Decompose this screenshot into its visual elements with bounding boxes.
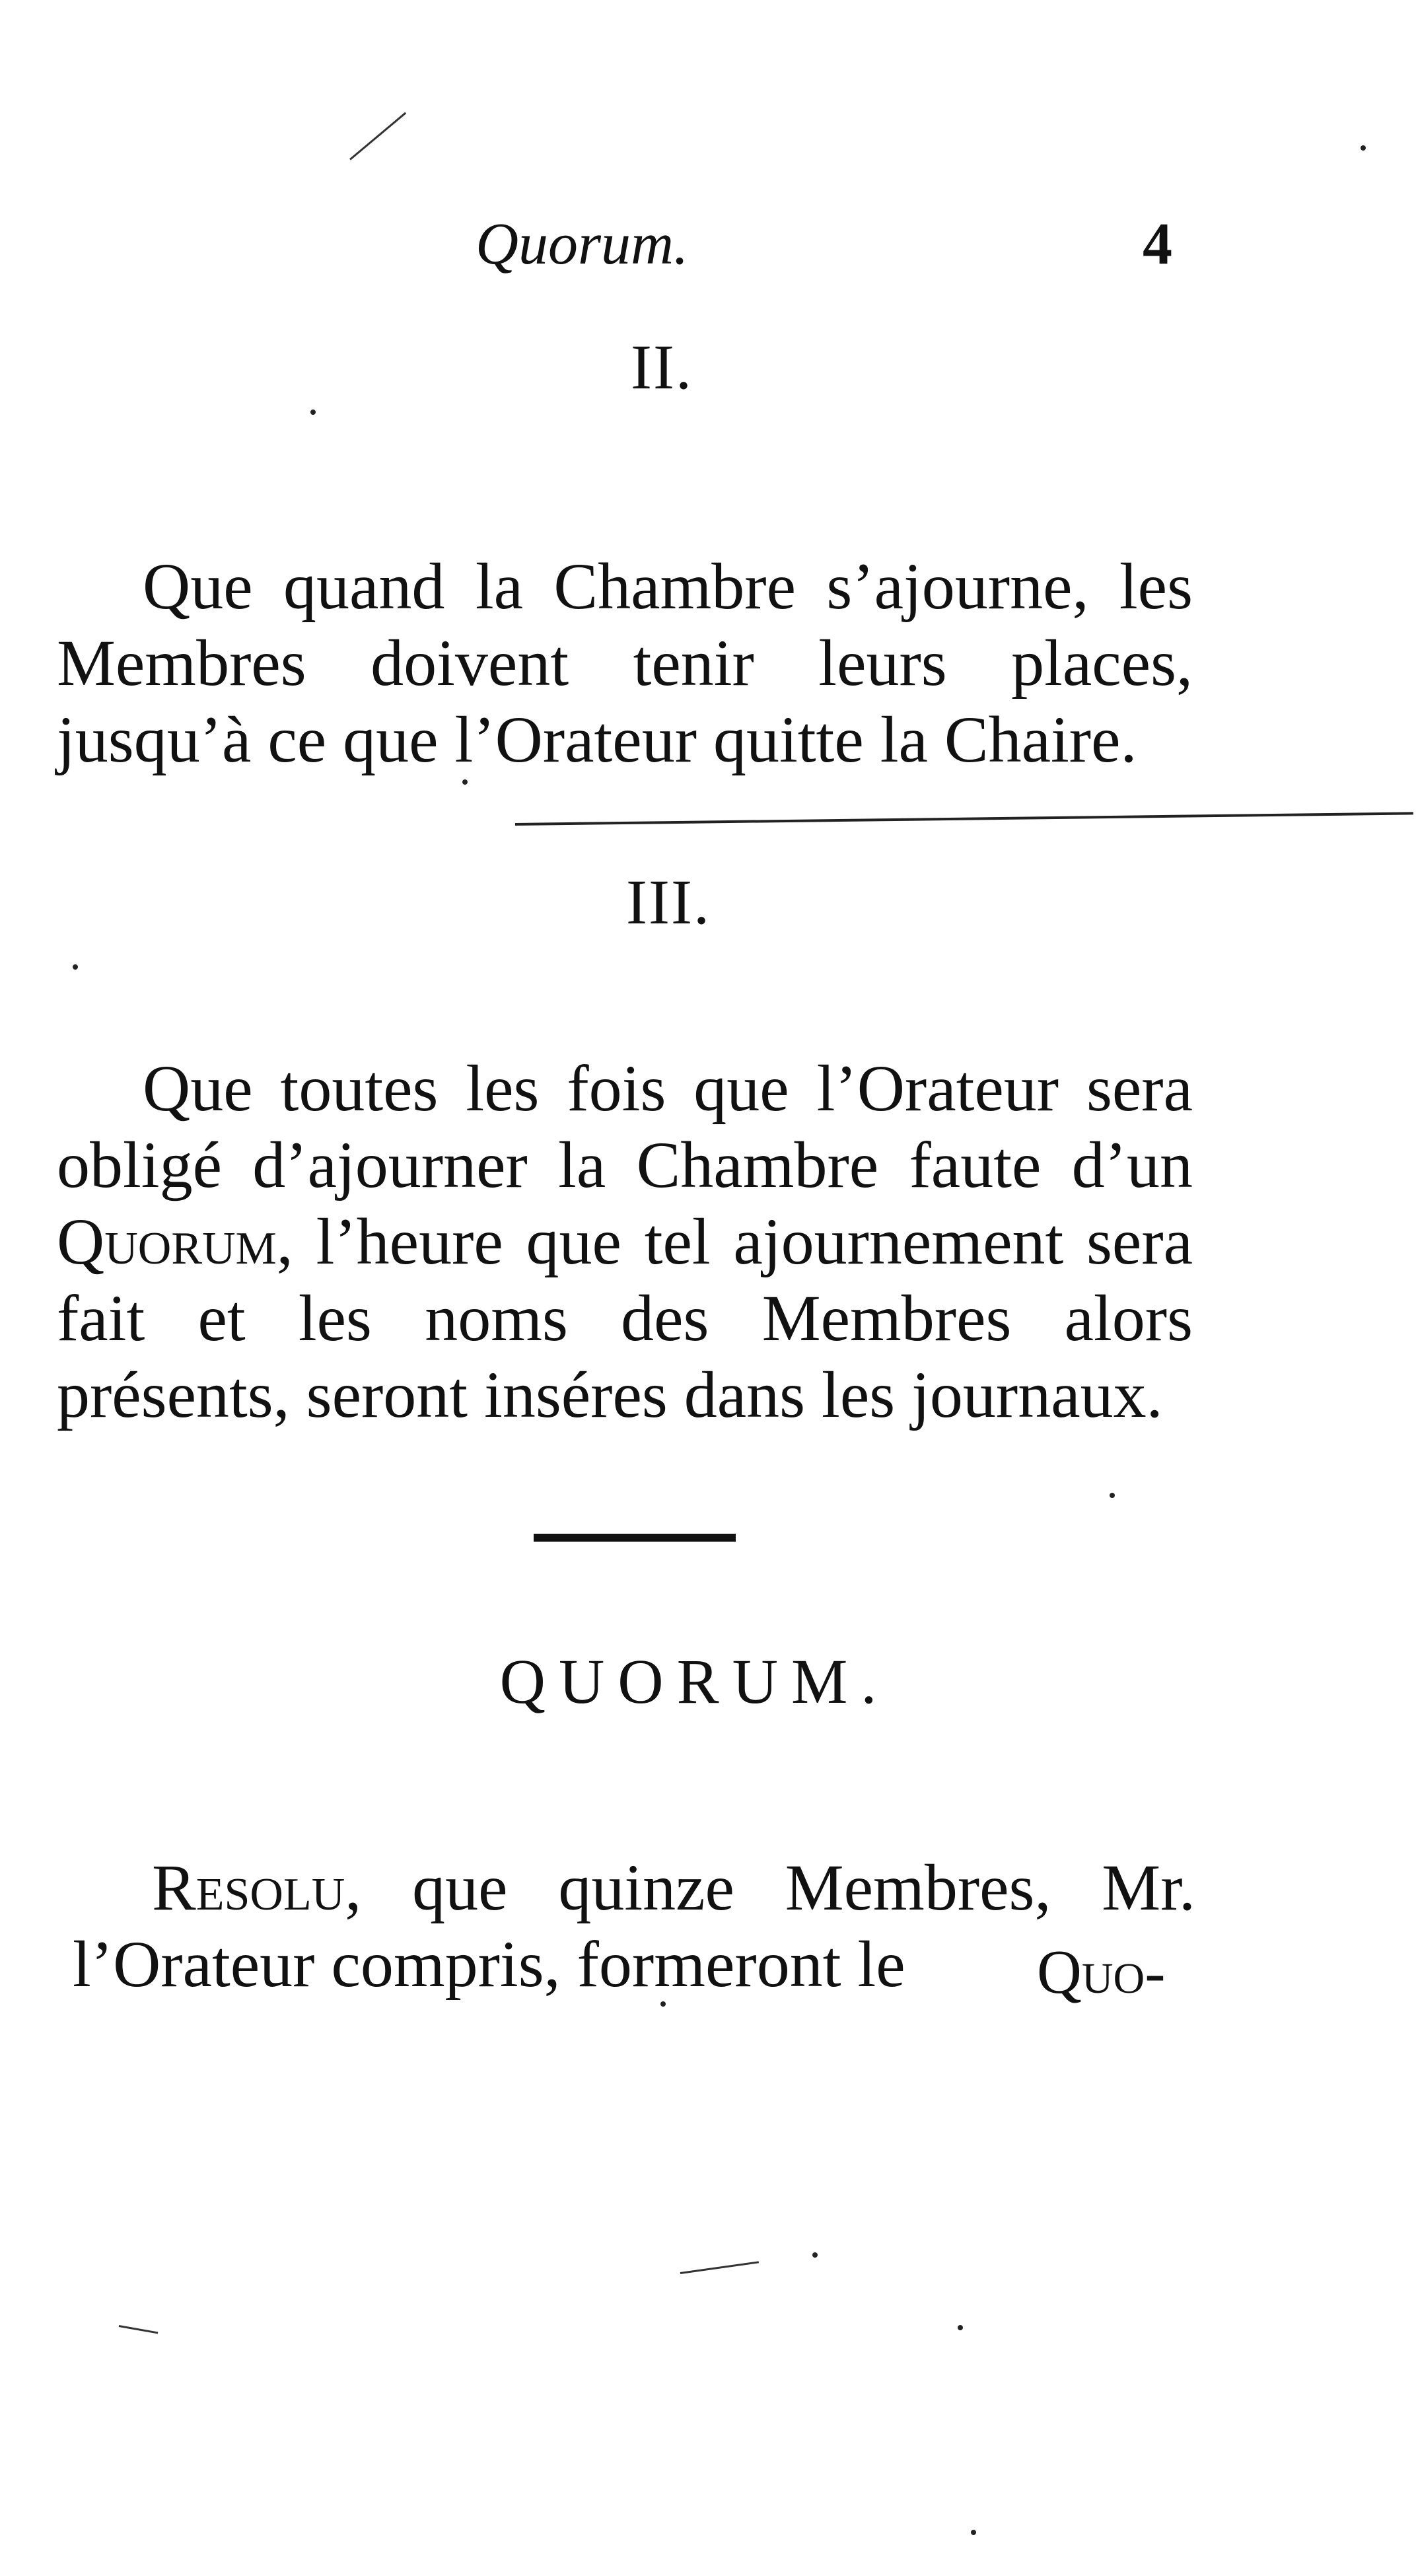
running-title: Quorum. — [476, 211, 689, 277]
quorum-term: Quorum, — [57, 1205, 293, 1278]
section-iii-paragraph — [57, 1050, 1193, 1433]
resolution-lead-word: Resolu, — [152, 1851, 362, 1924]
section-number-ii: II. — [631, 332, 693, 402]
scan-speck — [812, 2252, 818, 2258]
section-iii-text-end: l’heure que tel ajournement sera fait et les noms des Membres alors présents, seront inséres dans les journaux. — [57, 1205, 1193, 1431]
scan-speck — [462, 779, 468, 785]
scan-speck — [1361, 145, 1366, 151]
scan-speck — [660, 2001, 666, 2007]
resolution-paragraph — [73, 1849, 1195, 2003]
scan-speck — [310, 410, 316, 415]
catchword: Quo- — [1037, 1938, 1166, 2007]
scan-mark — [119, 2325, 159, 2334]
scan-speck — [73, 964, 78, 970]
resolution-text: que quinze Membres, Mr. l’Orateur compris, formeront le — [73, 1851, 1195, 2001]
running-head — [0, 210, 1416, 283]
ornamental-rule — [534, 1534, 736, 1542]
scan-speck — [1110, 1493, 1115, 1498]
scan-mark — [680, 2261, 759, 2274]
page-number: 4 — [1143, 211, 1172, 277]
section-number-iii: III. — [626, 867, 711, 937]
section-ii-paragraph: Que quand la Chambre s’ajourne, les Membres doivent tenir leurs places, jusqu’à ce que l’Orateur quitte la Chaire. — [57, 550, 1193, 776]
scan-mark — [349, 112, 406, 161]
section-divider-rule — [515, 812, 1413, 826]
section-iii-text-start: Que toutes les fois que l’Orateur sera obligé d’ajourner la Chambre faute d’un — [57, 1052, 1193, 1201]
scan-speck — [958, 2325, 963, 2330]
scan-speck — [971, 2530, 976, 2535]
quorum-heading: QUORUM. — [499, 1646, 890, 1717]
